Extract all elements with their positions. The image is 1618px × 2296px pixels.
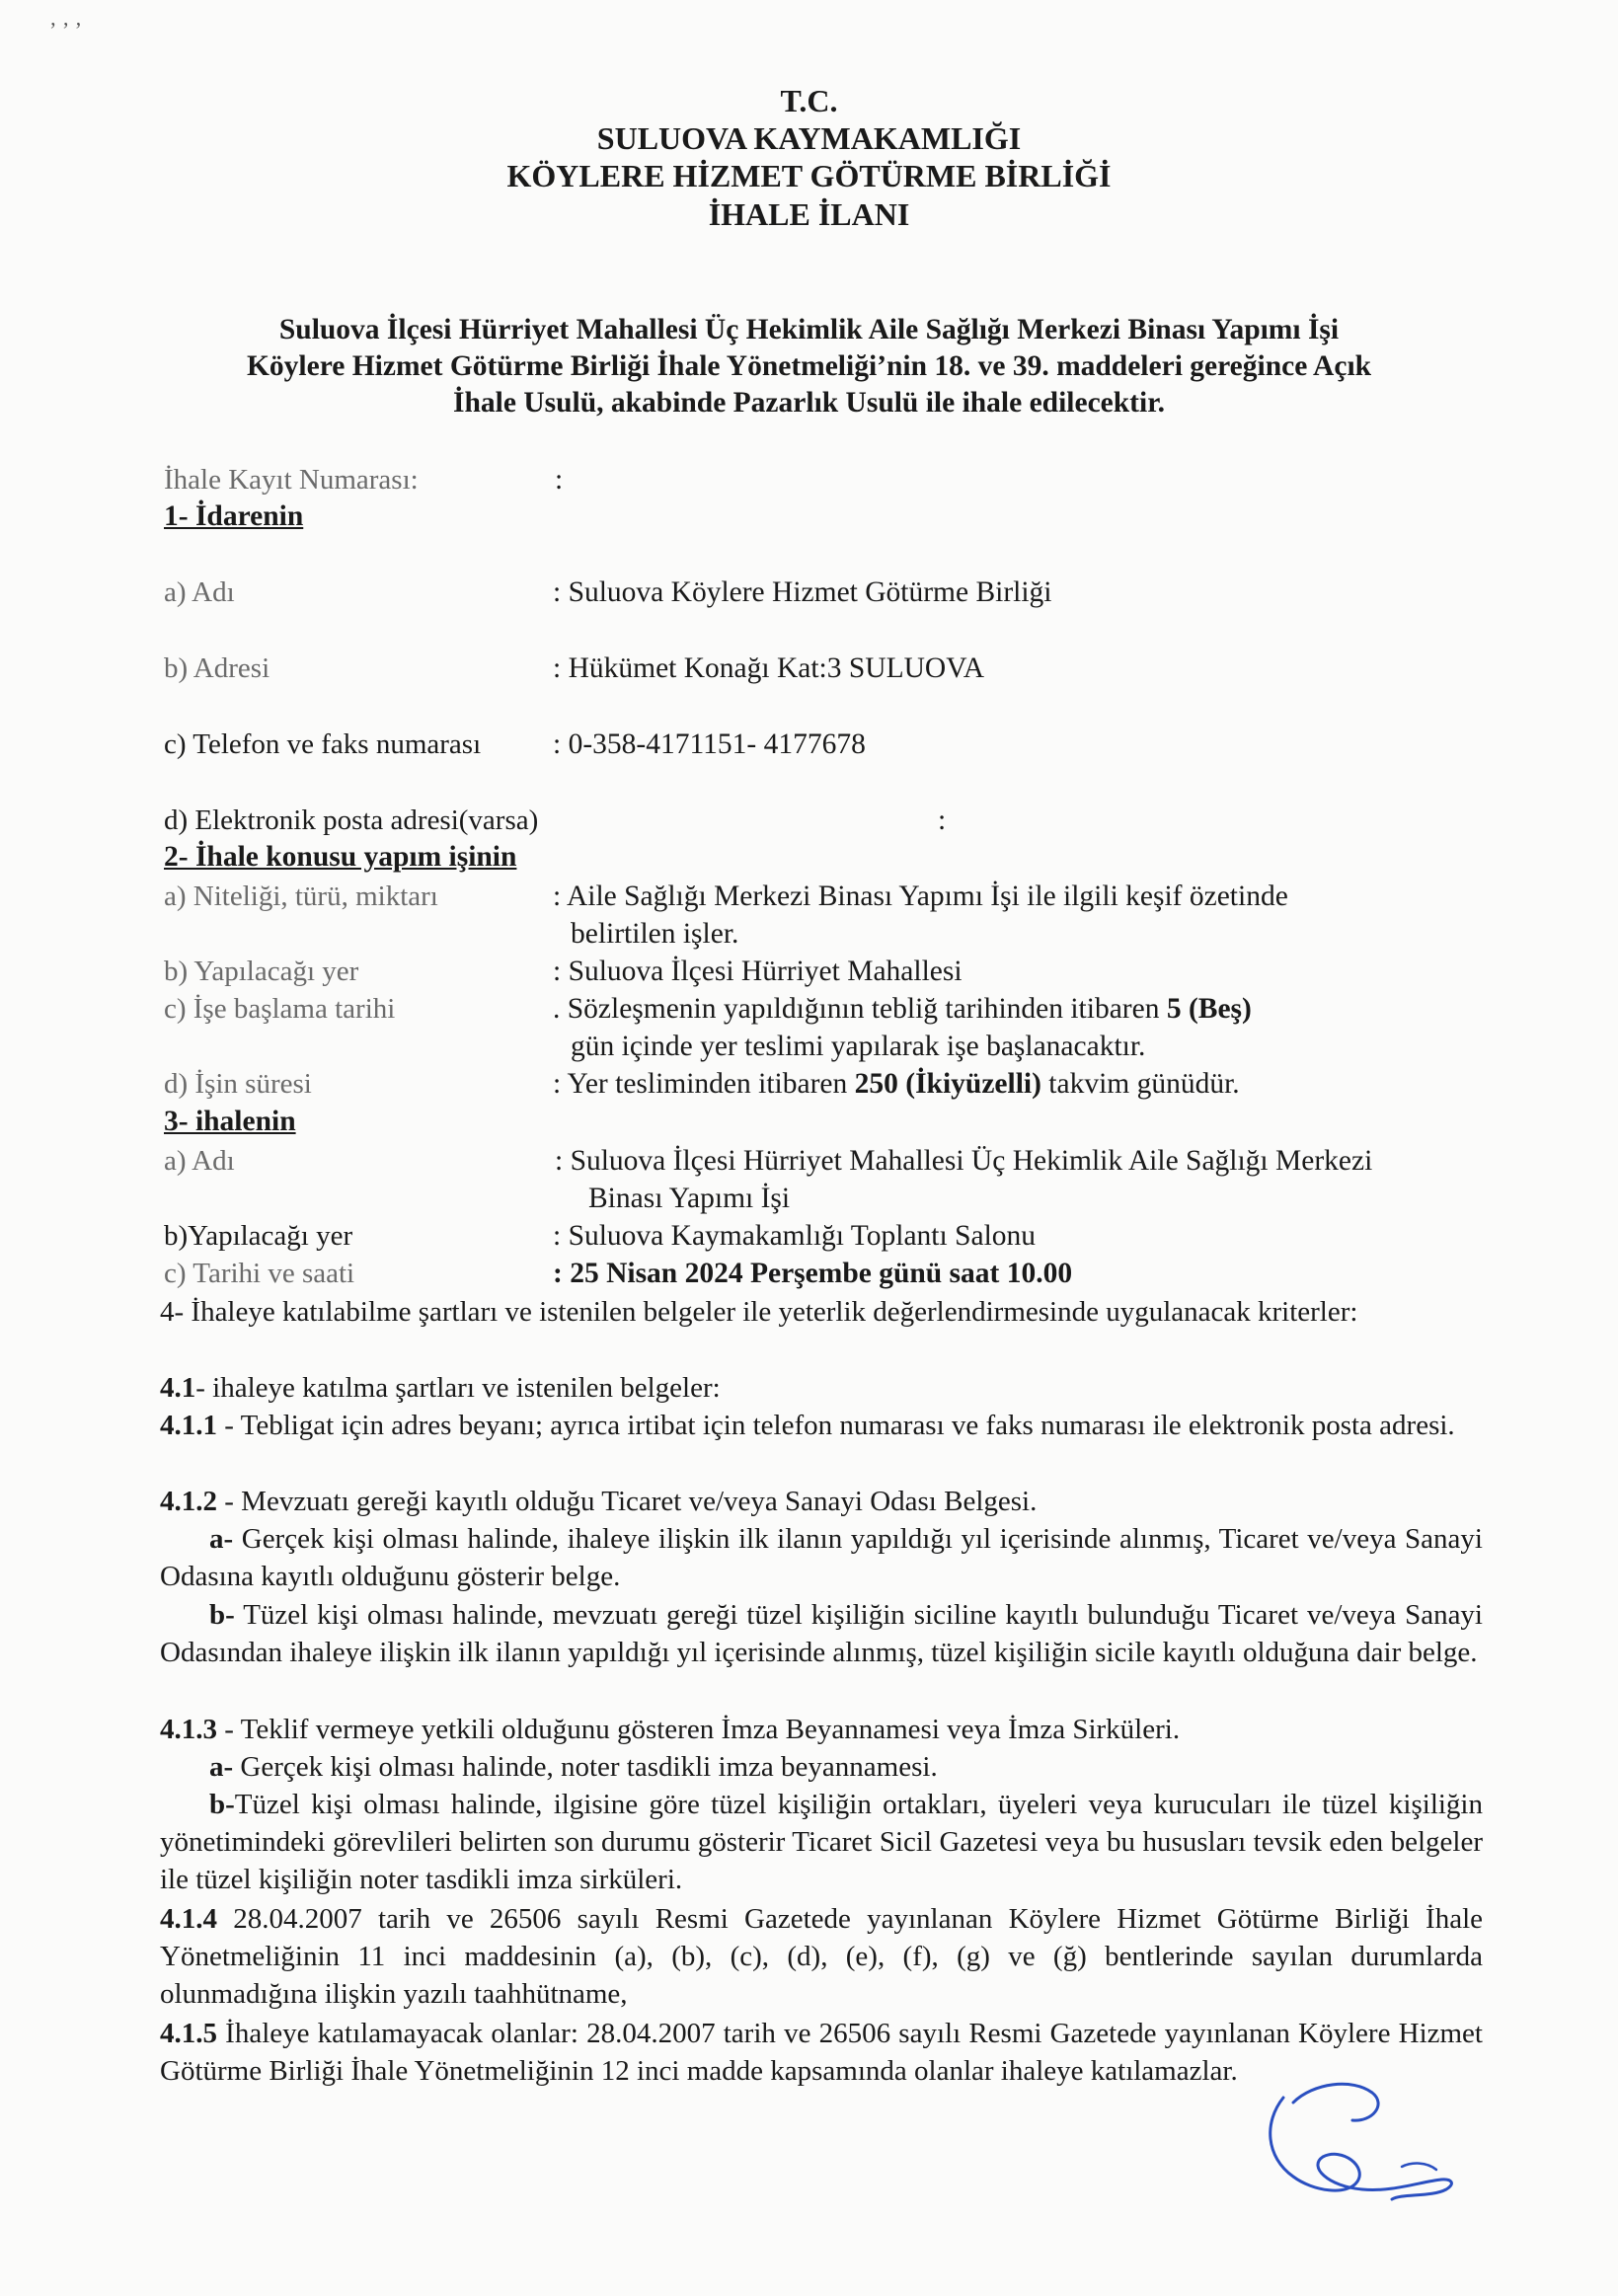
intro-line-2: Köylere Hizmet Götürme Birliği İhale Yönetmeliği’nin 18. ve 39. maddeleri gereğince Açık xyxy=(246,350,1372,382)
section-2-d-bold: 250 (İkiyüzelli) xyxy=(854,1068,1041,1100)
section-2-a-value-1: : Aile Sağlığı Merkezi Binası Yapımı İşi ile ilgili keşif özetinde xyxy=(553,880,1288,912)
section-4-intro: 4- İhaleye katılabilme şartları ve istenilen belgeler ile yeterlik değerlendirmesinde uygulanacak kriterler: xyxy=(160,1296,1358,1328)
section-3-b-label: b)Yapılacağı yer xyxy=(164,1220,353,1252)
kayit-value: : xyxy=(555,464,564,496)
section-2-c-label: c) İşe başlama tarihi xyxy=(164,993,396,1025)
scan-mark: ʼ ʼ ʼ xyxy=(49,18,82,42)
section-3-a-label: a) Adı xyxy=(164,1145,235,1177)
section-4-1-3-b xyxy=(160,1786,1483,1898)
item-number: b- xyxy=(209,1789,235,1820)
header-ihale-ilani: İHALE İLANI xyxy=(708,196,910,232)
item-number: a- xyxy=(209,1751,234,1783)
section-2-a-value-2: belirtilen işler. xyxy=(571,918,739,950)
section-4-1-3-a xyxy=(160,1748,1483,1786)
kayit-label: İhale Kayıt Numarası: xyxy=(164,464,419,496)
item-number: 4.1.2 xyxy=(160,1486,217,1517)
section-3-title: 3- ihalenin xyxy=(164,1106,296,1137)
section-2-c-text: . Sözleşmenin yapıldığının tebliğ tarihinden itibaren xyxy=(553,993,1167,1025)
item-text: Gerçek kişi olması halinde, ihaleye ilişkin ilk ilanın yapıldığı yıl içerisinde alınmış, Ticaret ve/veya Sanayi Odasına kayıtlı olduğunu gösterir belge. xyxy=(160,1523,1483,1592)
section-3-c-value: : 25 Nisan 2024 Perşembe günü saat 10.00 xyxy=(553,1258,1073,1289)
item-number: 4.1 xyxy=(160,1372,196,1404)
section-4-1-2-a xyxy=(160,1520,1483,1595)
section-1-d-value: : xyxy=(938,804,947,836)
section-1-b-label: b) Adresi xyxy=(164,652,270,684)
item-number: b- xyxy=(209,1599,235,1631)
item-text: 28.04.2007 tarih ve 26506 sayılı Resmi Gazetede yayınlanan Köylere Hizmet Götürme Birliği İhale Yönetmeliğinin 11 inci maddesinin (a), (b), (c), (d), (e), (f), (g) ve (ğ) bentlerinde sayılan durumlarda olunmadığına ilişkin yazılı taahhütname, xyxy=(160,1903,1483,2010)
header-birlik: KÖYLERE HİZMET GÖTÜRME BİRLİĞİ xyxy=(506,158,1112,193)
item-text: - Mevzuatı gereği kayıtlı olduğu Ticaret ve/veya Sanayi Odası Belgesi. xyxy=(217,1486,1038,1517)
section-4-1-4 xyxy=(160,1900,1483,2013)
handwritten-signature xyxy=(1254,2063,1471,2211)
section-2-b-value: : Suluova İlçesi Hürriyet Mahallesi xyxy=(553,956,963,987)
section-2-d-text-post: takvim günüdür. xyxy=(1040,1068,1240,1100)
item-text: - Teklif vermeye yetkili olduğunu gösteren İmza Beyannamesi veya İmza Sirküleri. xyxy=(217,1714,1181,1745)
item-number: 4.1.1 xyxy=(160,1410,217,1441)
section-4-1-3 xyxy=(160,1711,1483,1748)
section-2-c-value-1 xyxy=(553,993,1252,1026)
section-3-a-value-2: Binası Yapımı İşi xyxy=(588,1183,791,1214)
item-text: Tüzel kişi olması halinde, ilgisine göre tüzel kişiliğin ortakları, üyeleri veya kurucuları ile tüzel kişiliğin yönetimindeki görevlileri belirten son durumu gösterir Ticaret Sicil Gazetesi veya bu hususları tevsik eden belgeler ile tüzel kişiliğin noter tasdikli imza sirküleri. xyxy=(160,1789,1483,1895)
section-1-a-value: : Suluova Köylere Hizmet Götürme Birliği xyxy=(553,576,1052,608)
item-number: 4.1.5 xyxy=(160,2018,217,2049)
item-text: Gerçek kişi olması halinde, noter tasdikli imza beyannamesi. xyxy=(233,1751,938,1783)
section-2-a-label: a) Niteliği, türü, miktarı xyxy=(164,880,438,912)
section-1-d-label: d) Elektronik posta adresi(varsa) xyxy=(164,804,539,836)
section-2-d-text-pre: : Yer tesliminden itibaren xyxy=(553,1068,855,1100)
section-1-a-label: a) Adı xyxy=(164,576,235,608)
intro-line-1: Suluova İlçesi Hürriyet Mahallesi Üç Hekimlik Aile Sağlığı Merkezi Binası Yapımı İşi xyxy=(278,314,1340,345)
header-tc: T.C. xyxy=(780,83,838,118)
section-2-d-value xyxy=(553,1068,1240,1101)
item-text: - ihaleye katılma şartları ve istenilen belgeler: xyxy=(195,1372,721,1404)
item-number: 4.1.3 xyxy=(160,1714,217,1745)
item-number: 4.1.4 xyxy=(160,1903,217,1935)
section-1-c-label: c) Telefon ve faks numarası xyxy=(164,728,482,760)
section-4-1-2-b xyxy=(160,1596,1483,1671)
section-2-b-label: b) Yapılacağı yer xyxy=(164,956,359,987)
section-4-1-1 xyxy=(160,1407,1483,1444)
section-2-d-label: d) İşin süresi xyxy=(164,1068,312,1100)
section-4-1 xyxy=(160,1369,1483,1407)
item-text: İhaleye katılamayacak olanlar: 28.04.2007 tarih ve 26506 sayılı Resmi Gazetede yayınlanan Köylere Hizmet Götürme Birliği İhale Yönetmeliğinin 12 inci madde kapsamında olanlar ihaleye katılamazlar. xyxy=(160,2018,1483,2087)
intro-line-3: İhale Usulü, akabinde Pazarlık Usulü ile ihale edilecektir. xyxy=(453,387,1165,419)
section-3-b-value: : Suluova Kaymakamlığı Toplantı Salonu xyxy=(553,1220,1037,1252)
section-2-c-value-2: gün içinde yer teslimi yapılarak işe başlanacaktır. xyxy=(571,1031,1146,1062)
section-2-c-bold: 5 (Beş) xyxy=(1166,993,1252,1025)
section-3-a-value-1: : Suluova İlçesi Hürriyet Mahallesi Üç Hekimlik Aile Sağlığı Merkezi xyxy=(555,1145,1373,1177)
item-text: Tüzel kişi olması halinde, mevzuatı gereği tüzel kişiliğin siciline kayıtlı bulunduğu Ticaret ve/veya Sanayi Odasından ihaleye ilişkin ilk ilanın yapıldığı yıl içerisinde alınmış, tüzel kişiliğin sicile kayıtlı olduğuna dair belge. xyxy=(160,1599,1483,1668)
section-4-1-2 xyxy=(160,1483,1483,1520)
item-text: - Tebligat için adres beyanı; ayrıca irtibat için telefon numarası ve faks numarası ile elektronik posta adresi. xyxy=(217,1410,1455,1441)
section-2-title: 2- İhale konusu yapım işinin xyxy=(164,841,517,873)
section-1-b-value: : Hükümet Konağı Kat:3 SULUOVA xyxy=(553,652,985,684)
section-3-c-label: c) Tarihi ve saati xyxy=(164,1258,355,1289)
item-number: a- xyxy=(209,1523,234,1555)
section-1-title: 1- İdarenin xyxy=(164,500,304,532)
section-1-c-value: : 0-358-4171151- 4177678 xyxy=(553,728,866,760)
header-kaymakamlik: SULUOVA KAYMAKAMLIĞI xyxy=(596,120,1022,156)
